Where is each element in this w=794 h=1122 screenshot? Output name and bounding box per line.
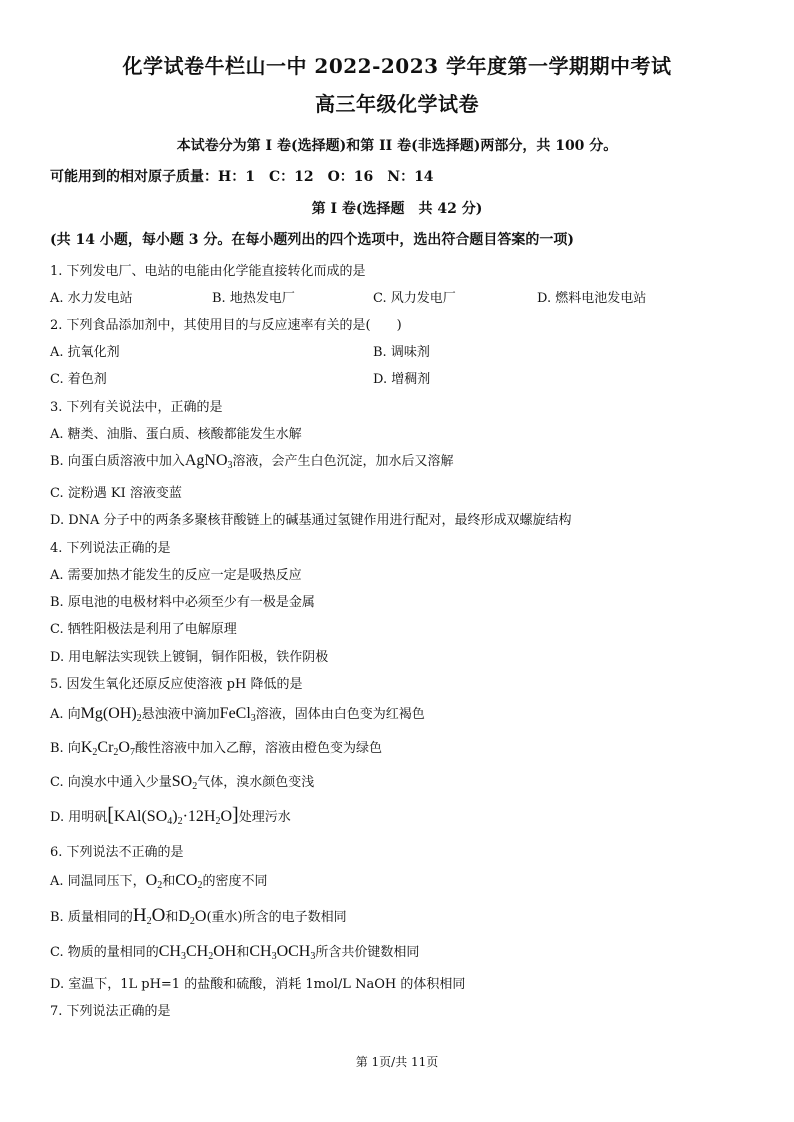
question-5-stem: 5. 因发生氧化还原反应使溶液 pH 降低的是 [50,677,303,692]
q5a-formula-1 [81,705,142,722]
q6b-formula-2 [178,908,206,925]
section-instruction: (共 14 小题，每小题 3 分。在每小题列出的四个选项中，选出符合题目答案的一项) [50,232,574,248]
q5d-formula-2-sub: 2 [215,816,221,827]
q5d-formula-paren-close: ) [172,808,178,825]
q5b-formula-k-sub: 2 [92,747,98,758]
q5c-text-pre: C. 向溴水中通入少量 [50,775,172,790]
q6c-formula-1-b: CH [185,943,209,960]
q5d-formula-1: KAl(SO [113,808,168,825]
question-7-stem: 7. 下列说法正确的是 [50,1004,171,1019]
question-6-option-d: D. 室温下，1L pH=1 的盐酸和硫酸，消耗 1mol/L NaOH 的体积相同 [50,977,466,992]
q5b-formula [81,739,135,756]
q3b-formula-main: AgNO [184,452,228,469]
q6a-formula-2 [175,872,202,889]
section-title: 第 I 卷(选择题 共 42 分) [311,201,483,217]
q5a-formula-2-main: FeCl [219,705,251,722]
q5b-formula-o: O [118,739,130,756]
q5b-text-pre: B. 向 [50,741,81,756]
q5a-text-pre: A. 向 [50,707,81,722]
q3b-formula-sub: 3 [227,460,233,471]
q5a-formula-2-sub: 3 [250,713,256,724]
question-2-option-a: A. 抗氧化剂 [50,345,120,360]
q6b-text-mid: 和 [165,910,179,925]
q6b-formula-2-d: D [178,908,190,925]
q6a-formula-2-main: CO [175,872,198,889]
q6b-formula-2-sub: 2 [189,916,195,927]
question-1-option-a: A. 水力发电站 [50,291,133,306]
question-2-option-c: C. 着色剂 [50,372,107,387]
q5d-text-pre: D. 用明矾 [50,810,108,825]
q5a-formula-1-sub: 2 [136,713,142,724]
q5d-bracket-open: [ [107,804,114,826]
q5a-text-post: 溶液，固体由白色变为红褐色 [255,707,425,722]
question-5-option-d [50,806,291,826]
question-3-option-a: A. 糖类、油脂、蛋白质、核酸都能发生水解 [50,427,302,442]
q5d-formula-paren-sub: 2 [177,816,183,827]
q5a-formula-2 [220,705,256,722]
question-3-option-b [50,450,454,470]
q5b-formula-cr-sub: 2 [113,747,119,758]
q3b-formula [185,452,233,469]
q6c-formula-1 [159,943,237,960]
q6a-formula-2-sub: 2 [197,880,203,891]
page-footer: 第 1页/共 11页 [355,1055,439,1069]
q5d-bracket-close: ] [232,804,239,826]
q5d-formula [107,804,239,827]
q3b-text-pre: B. 向蛋白质溶液中加入 [50,454,185,469]
question-2-option-b: B. 调味剂 [373,345,430,360]
q3b-text-post: 溶液，会产生白色沉淀，加水后又溶解 [232,454,454,469]
question-6-stem: 6. 下列说法不正确的是 [50,845,184,860]
question-6-option-a [50,870,267,890]
q5c-formula [172,773,197,790]
q6a-text-pre: A. 同温同压下， [50,874,146,889]
question-4-option-a: A. 需要加热才能发生的反应一定是吸热反应 [50,568,302,583]
atomic-mass-line: 可能用到的相对原子质量：H：1 C：12 O：16 N：14 [50,169,434,185]
question-3-option-d: D. DNA 分子中的两条多聚核苷酸链上的碱基通过氢键作用进行配对，最终形成双螺旋结构 [50,513,572,528]
question-4-stem: 4. 下列说法正确的是 [50,541,171,556]
question-1-option-d: D. 燃料电池发电站 [537,291,647,306]
q5b-formula-k: K [80,739,93,756]
q6b-formula-1 [133,905,165,926]
q6c-formula-1-a: CH [158,943,181,960]
q5d-formula-2-o: O [220,808,233,825]
q5c-formula-main: SO [171,773,193,790]
q6a-formula-1-sub: 2 [157,880,163,891]
q5b-formula-cr: Cr [97,739,114,756]
q5d-formula-1-sub: 4 [167,816,173,827]
q6c-formula-2-a: CH [249,943,272,960]
q5a-text-mid: 悬浊液中滴加 [141,707,220,722]
q6c-formula-2-sub2: 3 [310,951,316,962]
q5b-formula-o-sub: 7 [129,747,135,758]
q6c-text-mid: 和 [236,945,250,960]
question-6-option-b [50,905,347,927]
q6a-text-post: 的密度不同 [202,874,268,889]
q6c-formula-2-sub1: 3 [271,951,277,962]
question-5-option-b [50,737,382,757]
q6c-text-pre: C. 物质的量相同的 [50,945,159,960]
question-2-option-d: D. 增稠剂 [373,372,431,387]
question-4-option-d: D. 用电解法实现铁上镀铜，铜作阳极，铁作阴极 [50,650,329,665]
question-4-option-c: C. 牺牲阳极法是利用了电解原理 [50,622,237,637]
q6b-text-post: (重水)所含的电子数相同 [206,910,347,925]
exam-subtitle: 高三年级化学试卷 [315,92,479,116]
exam-title: 化学试卷牛栏山一中 2022-2023 学年度第一学期期中考试 [122,54,672,78]
question-2-stem: 2. 下列食品添加剂中，其使用目的与反应速率有关的是( ) [50,318,402,333]
question-1-option-b: B. 地热发电厂 [212,291,295,306]
question-4-option-b: B. 原电池的电极材料中必须至少有一极是金属 [50,595,315,610]
q6c-formula-2-b: OCH [276,943,311,960]
q5a-formula-1-main: Mg(OH) [80,705,137,722]
q6a-formula-1 [146,872,163,889]
q6a-text-mid: 和 [162,874,176,889]
q6b-text-pre: B. 质量相同的 [50,910,133,925]
q6b-formula-1-sub: 2 [146,916,152,927]
q6a-formula-1-main: O [145,872,158,889]
q5b-text-post: 酸性溶液中加入乙醇，溶液由橙色变为绿色 [134,741,382,756]
q6c-formula-1-sub2: 2 [208,951,214,962]
question-3-stem: 3. 下列有关说法中，正确的是 [50,400,223,415]
question-6-option-c [50,941,419,961]
paper-note: 本试卷分为第 I 卷(选择题)和第 II 卷(非选择题)两部分，共 100 分。 [176,138,618,154]
q6c-formula-1-c: OH [213,943,237,960]
q5c-text-post: 气体，溴水颜色变浅 [197,775,315,790]
question-1-stem: 1. 下列发电厂、电站的电能由化学能直接转化而成的是 [50,264,366,279]
q6c-formula-1-sub1: 3 [180,951,186,962]
q5d-text-post: 处理污水 [238,810,291,825]
q6c-text-post: 所含共价键数相同 [315,945,420,960]
q5d-formula-2: ·12H [182,808,216,825]
question-5-option-c [50,771,314,791]
q5c-formula-sub: 2 [192,781,198,792]
question-1-option-c: C. 风力发电厂 [373,291,456,306]
q6b-formula-2-o: O [194,908,207,925]
question-3-option-c: C. 淀粉遇 KI 溶液变蓝 [50,486,182,501]
q6c-formula-2 [249,943,315,960]
q6b-formula-1-o: O [151,905,166,926]
question-5-option-a [50,703,425,723]
q6b-formula-1-h: H [132,905,147,926]
